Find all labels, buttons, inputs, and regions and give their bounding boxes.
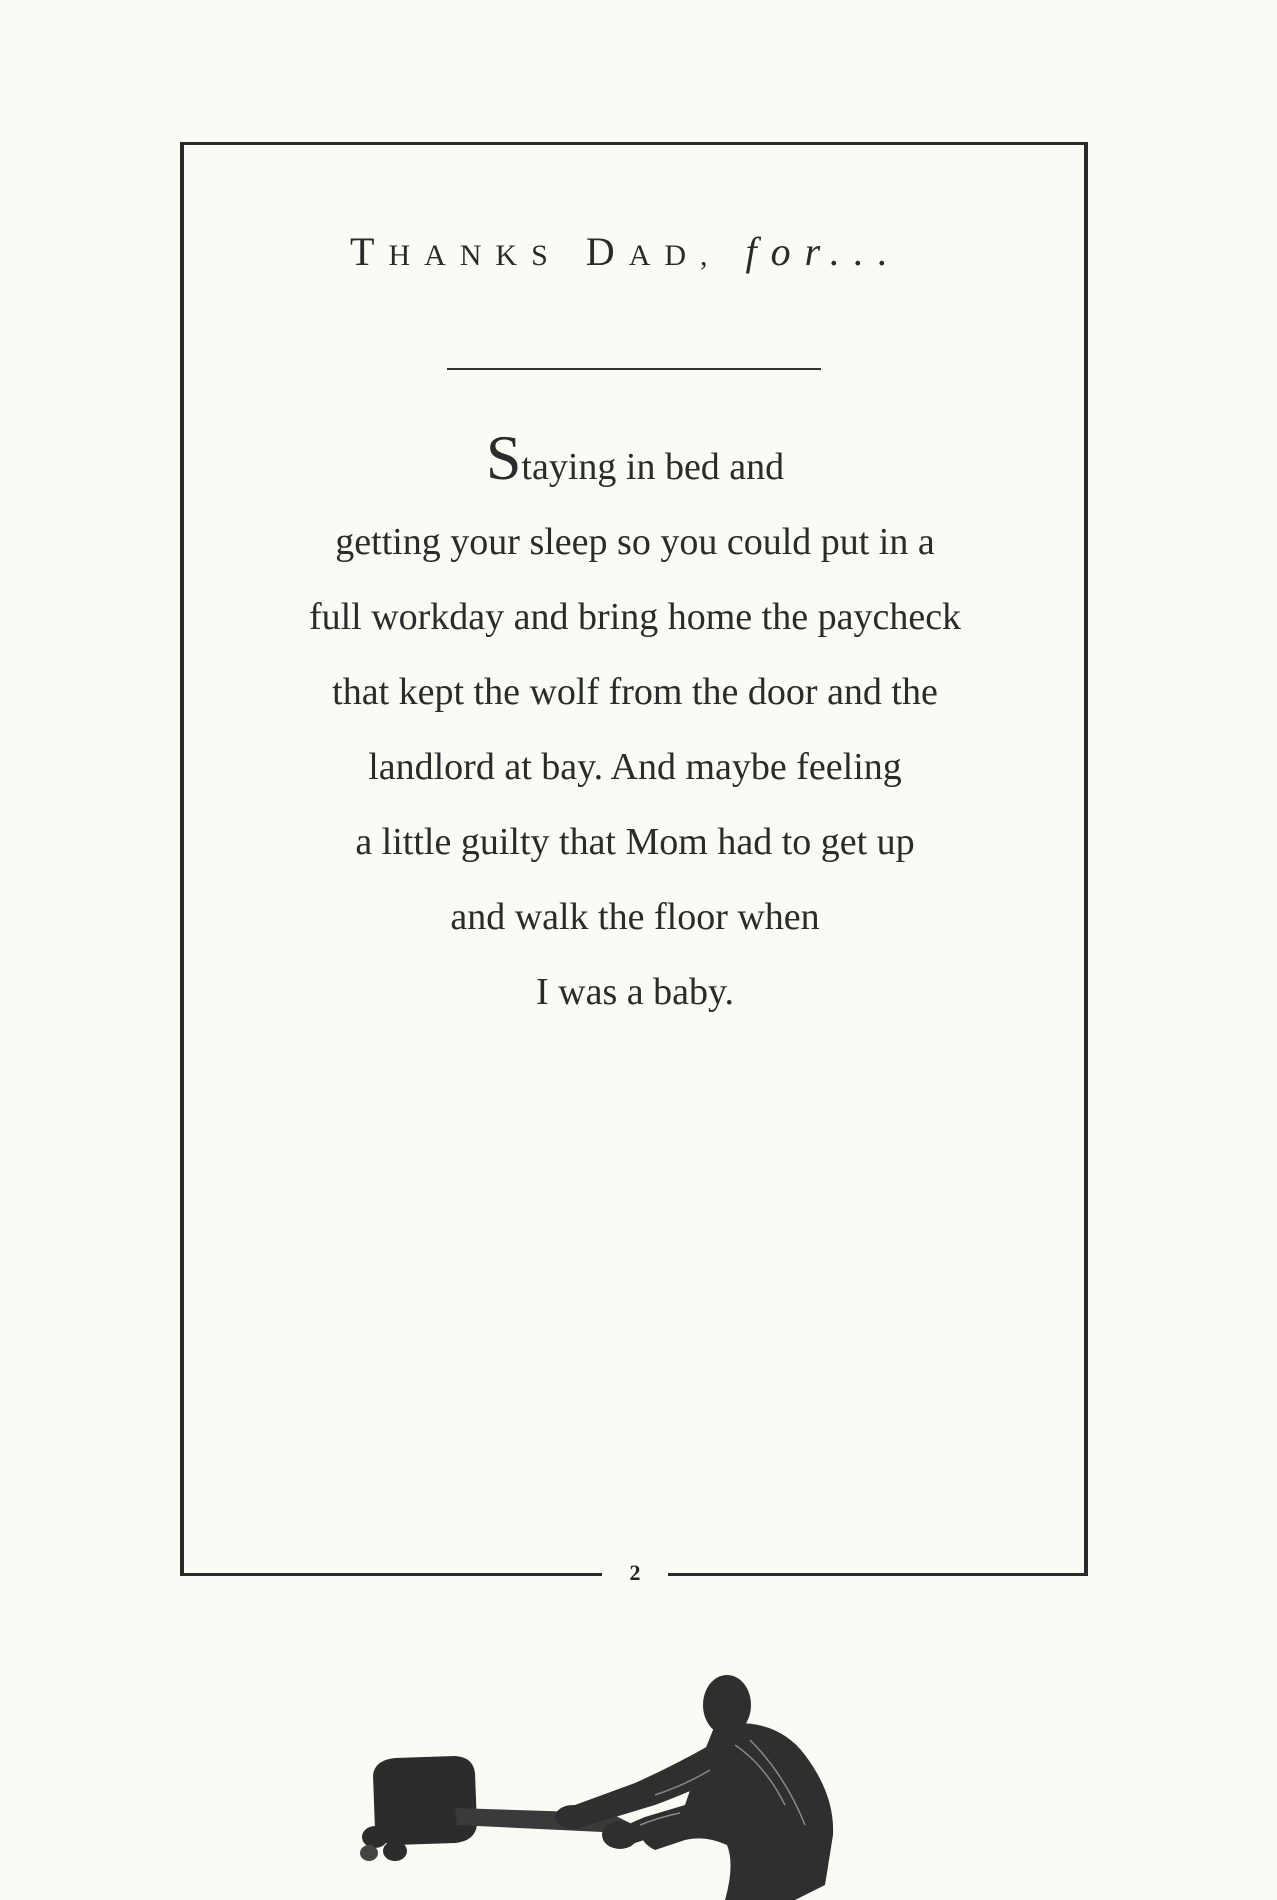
title-for: for... bbox=[745, 229, 902, 274]
body-line-2: getting your sleep so you could put in a bbox=[335, 521, 935, 563]
body-line-6: a little guilty that Mom had to get up bbox=[355, 821, 915, 863]
body-text bbox=[200, 422, 1070, 1030]
man-swinging-sledgehammer-icon bbox=[355, 1665, 925, 1900]
body-line-5: landlord at bay. And maybe feeling bbox=[368, 746, 902, 788]
title-initial-t: T bbox=[350, 229, 389, 274]
title-divider bbox=[447, 368, 821, 370]
page-title bbox=[350, 228, 1050, 275]
title-rest-dad: AD, bbox=[628, 239, 722, 272]
body-line-1-text: taying in bed and bbox=[521, 446, 785, 488]
title-initial-d: D bbox=[585, 229, 629, 274]
title-rest-thanks: HANKS bbox=[388, 239, 562, 272]
body-line-7: and walk the floor when bbox=[450, 896, 820, 938]
body-line-8: I was a baby. bbox=[535, 971, 734, 1013]
bottom-rule-right bbox=[668, 1573, 1088, 1576]
body-line-1 bbox=[200, 422, 1070, 505]
body-line-4: that kept the wolf from the door and the bbox=[332, 671, 938, 713]
body-line-3: full workday and bring home the paycheck bbox=[308, 596, 962, 638]
bottom-rule-left bbox=[180, 1573, 602, 1576]
page-number: 2 bbox=[629, 1560, 641, 1585]
drop-cap: S bbox=[485, 422, 522, 493]
